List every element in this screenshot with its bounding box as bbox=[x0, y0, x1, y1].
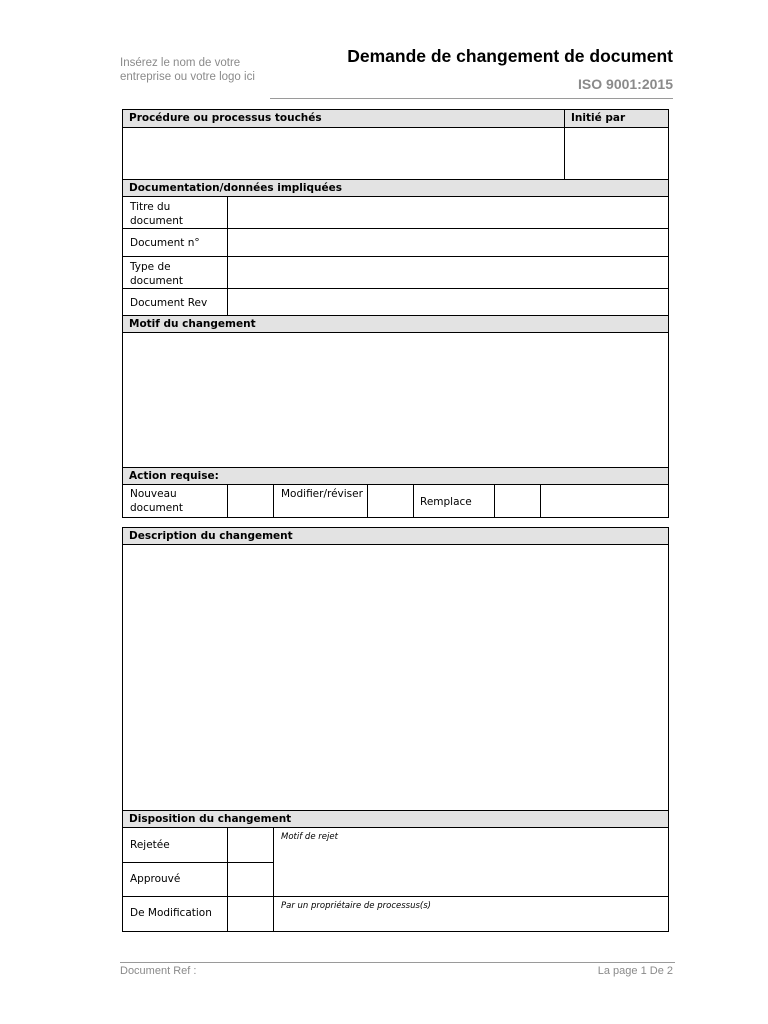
rejection-reason-note: Motif de rejet bbox=[281, 832, 338, 842]
page-number: La page 1 De 2 bbox=[597, 965, 673, 977]
process-owner-field[interactable] bbox=[274, 913, 668, 931]
procedure-header-label: Procédure ou processus touchés bbox=[129, 112, 322, 124]
procedure-header bbox=[123, 110, 564, 127]
footer-divider bbox=[120, 962, 675, 963]
divider bbox=[123, 827, 668, 828]
divider bbox=[123, 896, 668, 897]
document-rev-label: Document Rev bbox=[130, 297, 208, 309]
document-type-field[interactable] bbox=[228, 257, 668, 288]
divider bbox=[273, 485, 274, 517]
rejection-reason-field[interactable] bbox=[274, 844, 668, 896]
disposition-header bbox=[123, 811, 668, 827]
reason-header-label: Motif du changement bbox=[129, 318, 256, 330]
documentation-header-label: Documentation/données impliquées bbox=[129, 182, 342, 194]
modify-revise-checkbox[interactable] bbox=[368, 485, 413, 517]
document-rev-field[interactable] bbox=[228, 289, 668, 315]
reason-field[interactable] bbox=[123, 333, 668, 467]
company-logo-placeholder: Insérez le nom de votre entreprise ou votre logo ici bbox=[120, 57, 255, 83]
rejected-checkbox[interactable] bbox=[228, 828, 273, 862]
approved-label: Approuvé bbox=[130, 873, 181, 885]
documentation-header bbox=[123, 180, 668, 196]
header-divider bbox=[270, 98, 673, 99]
document-title-field[interactable] bbox=[228, 197, 668, 228]
description-header bbox=[123, 528, 668, 544]
document-title: Demande de changement de document bbox=[347, 46, 673, 66]
modify-revise-label: Modifier/réviser bbox=[281, 488, 363, 500]
document-title-label: Titre du document bbox=[130, 201, 183, 227]
document-ref: Document Ref : bbox=[120, 965, 197, 977]
document-number-label: Document n° bbox=[130, 237, 200, 249]
modification-checkbox[interactable] bbox=[228, 897, 273, 931]
procedure-field[interactable] bbox=[123, 128, 563, 178]
standard-label: ISO 9001:2015 bbox=[578, 76, 673, 92]
description-header-label: Description du changement bbox=[129, 530, 293, 542]
disposition-header-label: Disposition du changement bbox=[129, 813, 292, 825]
process-owner-note: Par un propriétaire de processus(s) bbox=[281, 901, 431, 911]
modification-label: De Modification bbox=[130, 907, 212, 919]
reason-header bbox=[123, 316, 668, 332]
initiated-by-header bbox=[565, 110, 668, 127]
description-field[interactable] bbox=[123, 545, 668, 810]
replace-reference-field[interactable] bbox=[541, 485, 668, 517]
action-header bbox=[123, 468, 668, 484]
new-document-checkbox[interactable] bbox=[228, 485, 273, 517]
document-number-field[interactable] bbox=[228, 229, 668, 256]
rejected-label: Rejetée bbox=[130, 839, 170, 851]
initiated-by-field[interactable] bbox=[565, 128, 668, 178]
approved-checkbox[interactable] bbox=[228, 863, 273, 896]
initiated-by-label: Initié par bbox=[571, 112, 626, 124]
new-document-label: Nouveau document bbox=[130, 488, 183, 514]
divider bbox=[413, 485, 414, 517]
replace-checkbox[interactable] bbox=[495, 485, 540, 517]
action-header-label: Action requise: bbox=[129, 470, 219, 482]
replace-label: Remplace bbox=[420, 496, 472, 508]
document-type-label: Type de document bbox=[130, 261, 183, 287]
